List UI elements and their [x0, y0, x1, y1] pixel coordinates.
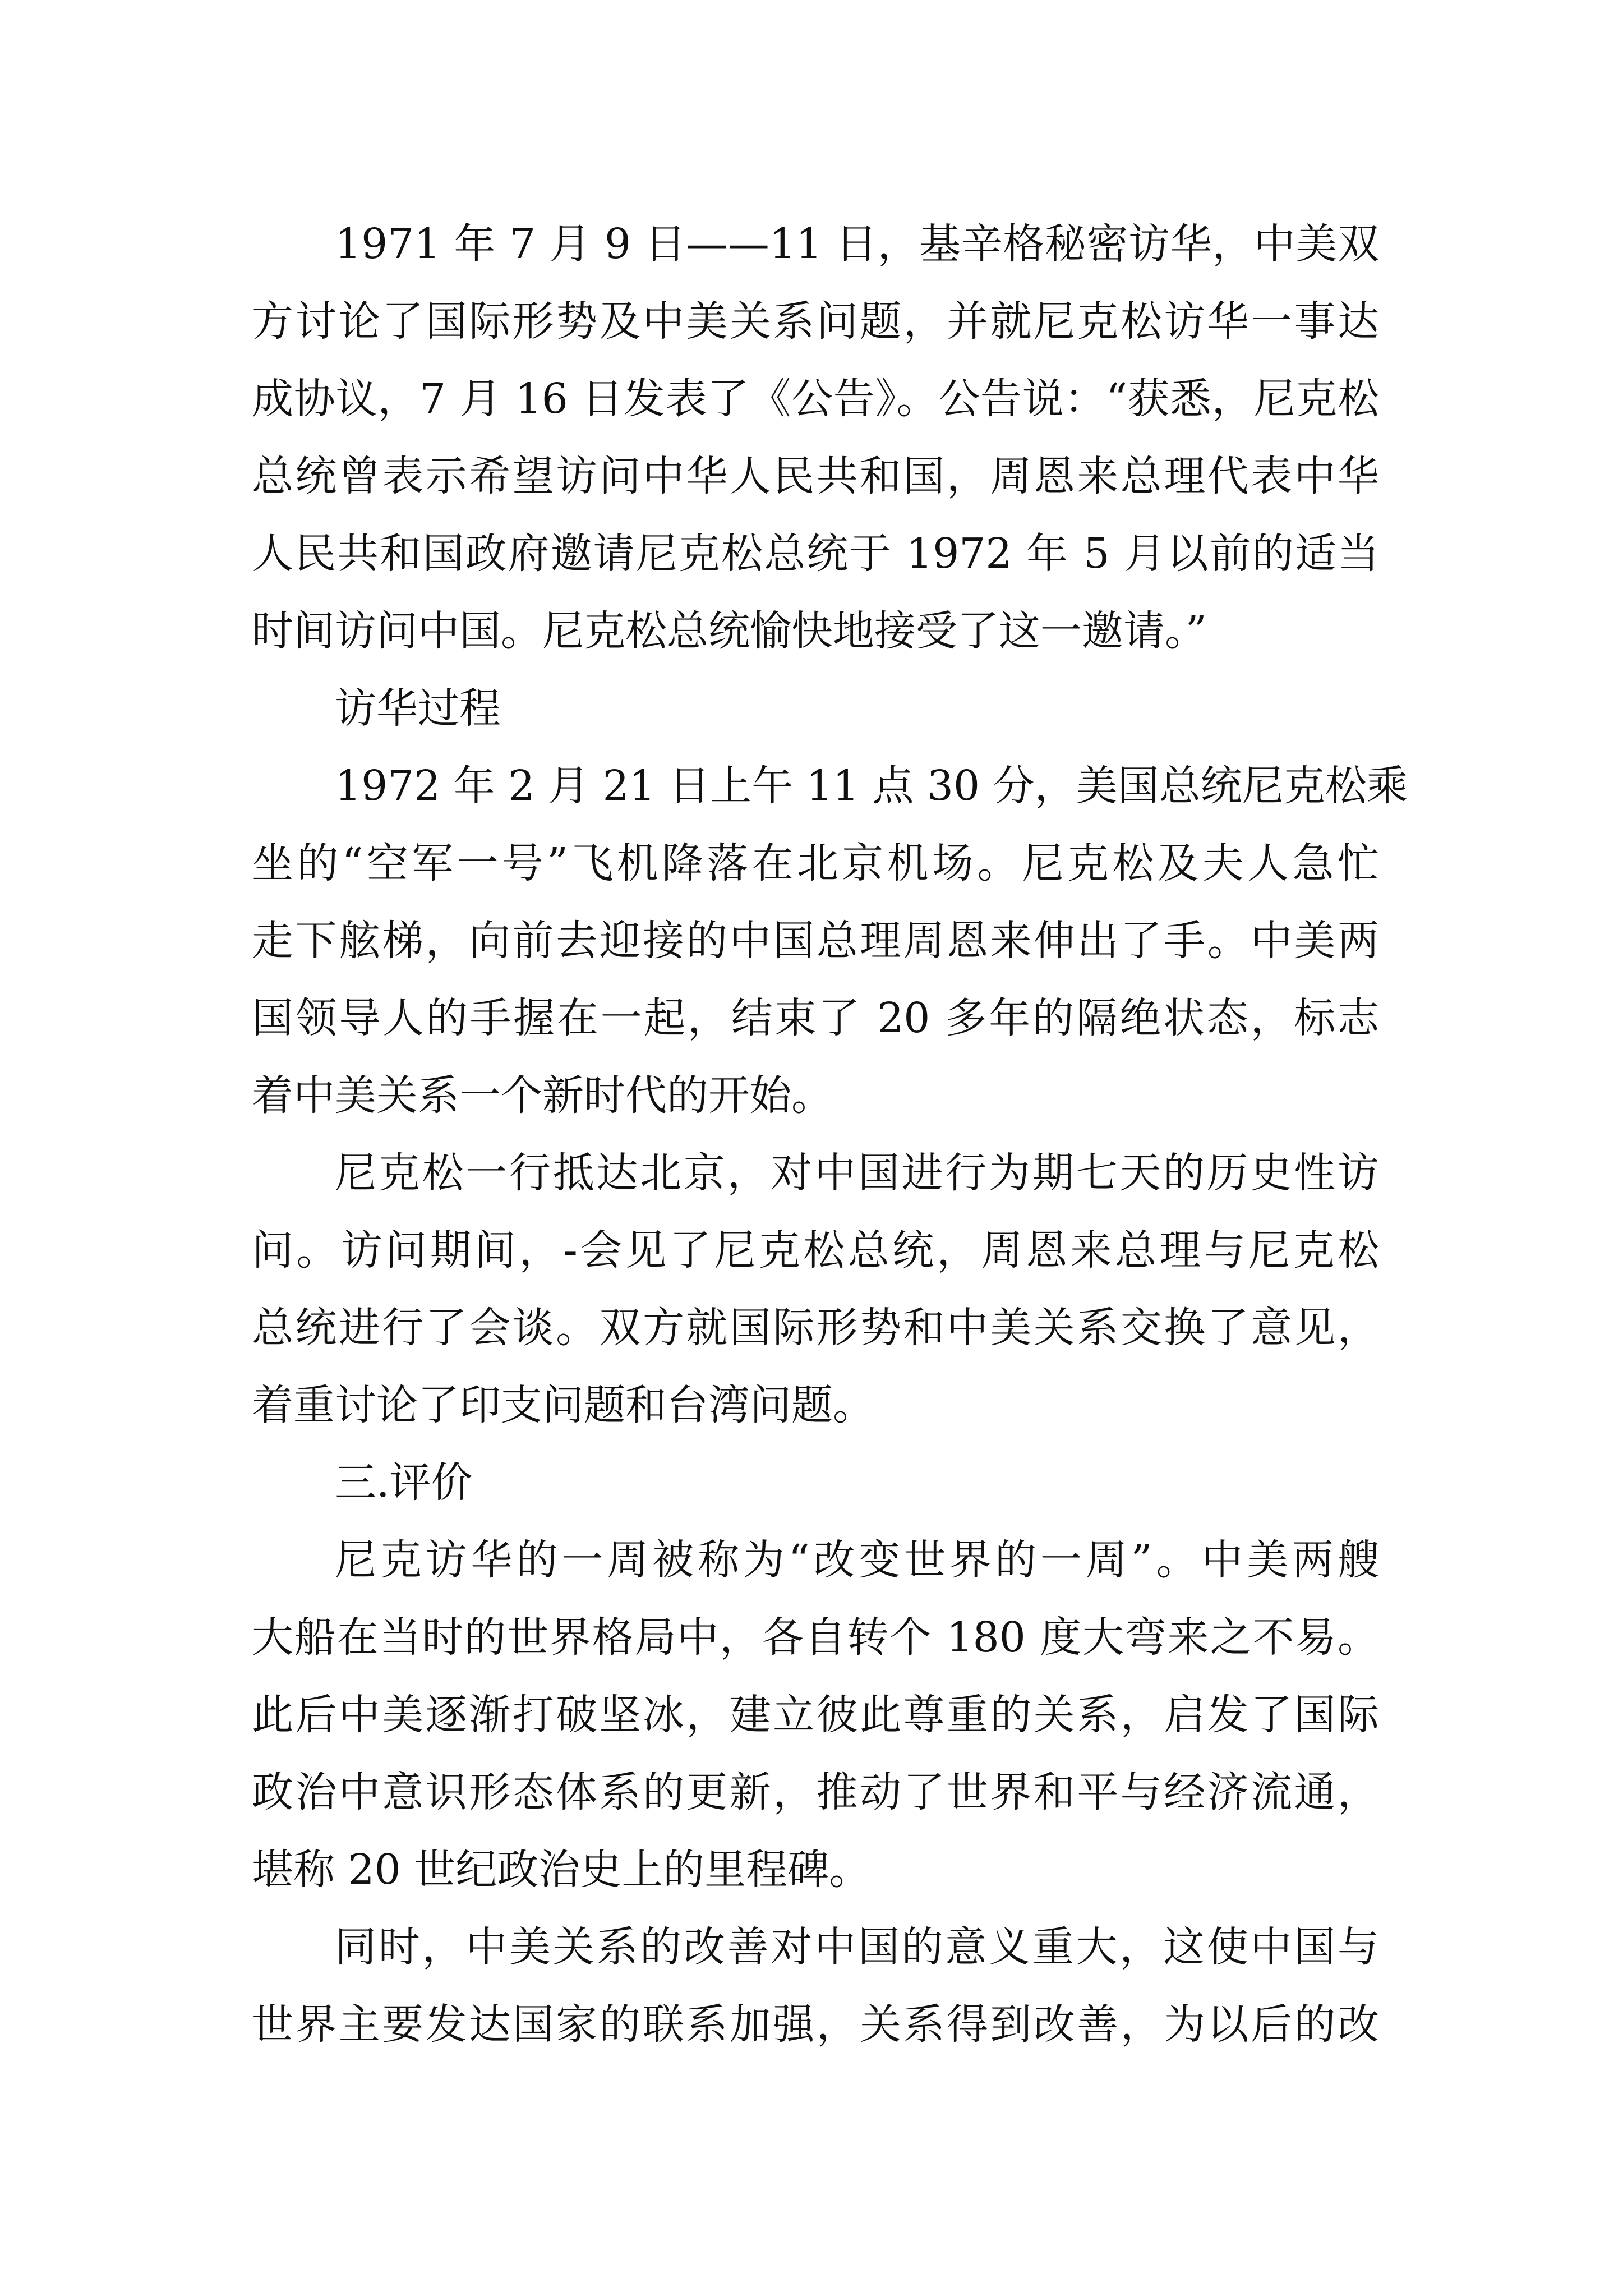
paragraph-3-line-4: 着重讨论了印支问题和台湾问题。	[252, 1381, 874, 1429]
paragraph-4-line-5: 堪称 20 世纪政治史上的里程碑。	[252, 1846, 871, 1894]
paragraph-4-line-1: 尼克访华的一周被称为“改变世界的一周”。中美两艘	[335, 1536, 1379, 1584]
section-heading-evaluation: 三.评价	[335, 1458, 473, 1507]
paragraph-1-line-6: 时间访问中国。尼克松总统愉快地接受了这一邀请。”	[252, 607, 1207, 655]
paragraph-4-line-4: 政治中意识形态体系的更新，推动了世界和平与经济流通，	[252, 1768, 1379, 1816]
paragraph-5-line-2: 世界主要发达国家的联系加强，关系得到改善，为以后的改	[252, 2000, 1379, 2049]
paragraph-4-line-2: 大船在当时的世界格局中，各自转个 180 度大弯来之不易。	[252, 1613, 1379, 1662]
section-heading-visit-process: 访华过程	[335, 684, 501, 733]
paragraph-5-line-1: 同时，中美关系的改善对中国的意义重大，这使中国与	[335, 1923, 1379, 1971]
paragraph-3-line-2: 问。访问期间，-会见了尼克松总统，周恩来总理与尼克松	[252, 1226, 1379, 1274]
paragraph-1-line-1: 1971 年 7 月 9 日——11 日，基辛格秘密访华，中美双	[335, 220, 1379, 268]
paragraph-1-line-2: 方讨论了国际形势及中美关系问题，并就尼克松访华一事达	[252, 297, 1379, 346]
paragraph-2-line-2: 坐的“空军一号”飞机降落在北京机场。尼克松及夫人急忙	[252, 839, 1379, 887]
paragraph-3-line-3: 总统进行了会谈。双方就国际形势和中美关系交换了意见，	[252, 1304, 1379, 1352]
paragraph-1-line-3: 成协议，7 月 16 日发表了《公告》。公告说：“获悉，尼克松	[252, 375, 1379, 423]
paragraph-1-line-4: 总统曾表示希望访问中华人民共和国，周恩来总理代表中华	[252, 452, 1379, 500]
paragraph-2-line-5: 着中美关系一个新时代的开始。	[252, 1071, 833, 1120]
paragraph-2-line-1: 1972 年 2 月 21 日上午 11 点 30 分，美国总统尼克松乘	[335, 762, 1408, 810]
paragraph-4-line-3: 此后中美逐渐打破坚冰，建立彼此尊重的关系，启发了国际	[252, 1691, 1379, 1739]
paragraph-2-line-3: 走下舷梯，向前去迎接的中国总理周恩来伸出了手。中美两	[252, 917, 1379, 965]
paragraph-1-line-5: 人民共和国政府邀请尼克松总统于 1972 年 5 月以前的适当	[252, 530, 1379, 578]
paragraph-3-line-1: 尼克松一行抵达北京，对中国进行为期七天的历史性访	[335, 1149, 1379, 1197]
paragraph-2-line-4: 国领导人的手握在一起，结束了 20 多年的隔绝状态，标志	[252, 994, 1379, 1042]
